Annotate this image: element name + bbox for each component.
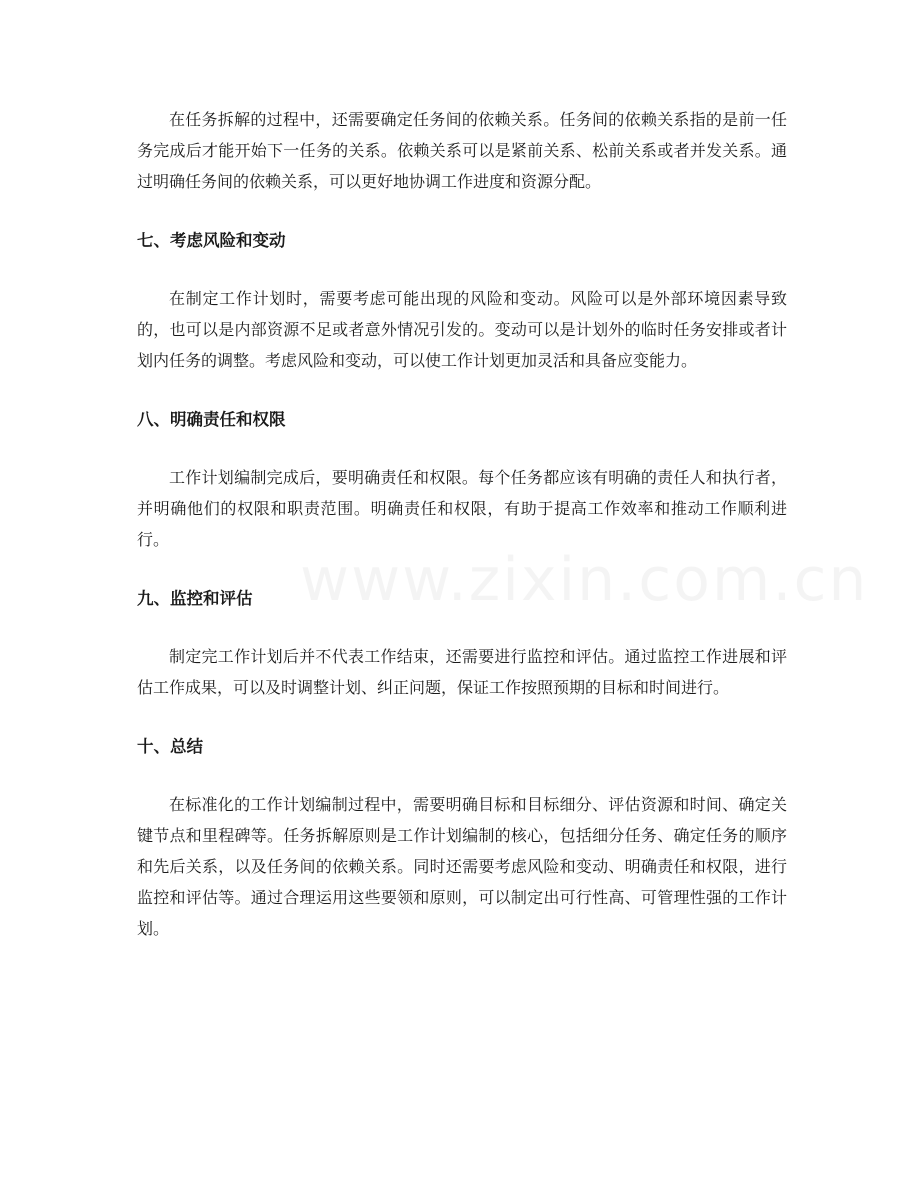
- heading-risk-and-change: 七、考虑风险和变动: [137, 231, 286, 250]
- paragraph-monitoring: 制定完工作计划后并不代表工作结束，还需要进行监控和评估。通过监控工作进展和评估工作成果，可以及时调整计划、纠正问题，保证工作按照预期的目标和时间进行。: [137, 647, 787, 697]
- paragraph-risk-and-change: 在制定工作计划时，需要考虑可能出现的风险和变动。风险可以是外部环境因素导致的，也可以是内部资源不足或者意外情况引发的。变动可以是计划外的临时任务安排或者计划内任务的调整。考虑风险和变动，可以使工作计划更加灵活和具备应变能力。: [137, 289, 787, 370]
- paragraph-dependencies: 在任务拆解的过程中，还需要确定任务间的依赖关系。任务间的依赖关系指的是前一任务完成后才能开始下一任务的关系。依赖关系可以是紧前关系、松前关系或者并发关系。通过明确任务间的依赖关系，可以更好地协调工作进度和资源分配。: [137, 110, 787, 191]
- heading-monitoring: 九、监控和评估: [137, 589, 253, 608]
- heading-responsibility: 八、明确责任和权限: [137, 410, 286, 429]
- paragraph-summary: 在标准化的工作计划编制过程中，需要明确目标和目标细分、评估资源和时间、确定关键节点和里程碑等。任务拆解原则是工作计划编制的核心，包括细分任务、确定任务的顺序和先后关系，以及任务间的依赖关系。同时还需要考虑风险和变动、明确责任和权限，进行监控和评估等。通过合理运用这些要领和原则，可以制定出可行性高、可管理性强的工作计划。: [137, 795, 787, 938]
- paragraph-responsibility: 工作计划编制完成后，要明确责任和权限。每个任务都应该有明确的责任人和执行者，并明确他们的权限和职责范围。明确责任和权限，有助于提高工作效率和推动工作顺利进行。: [137, 468, 787, 549]
- heading-summary: 十、总结: [137, 737, 203, 756]
- document-body: [137, 104, 787, 944]
